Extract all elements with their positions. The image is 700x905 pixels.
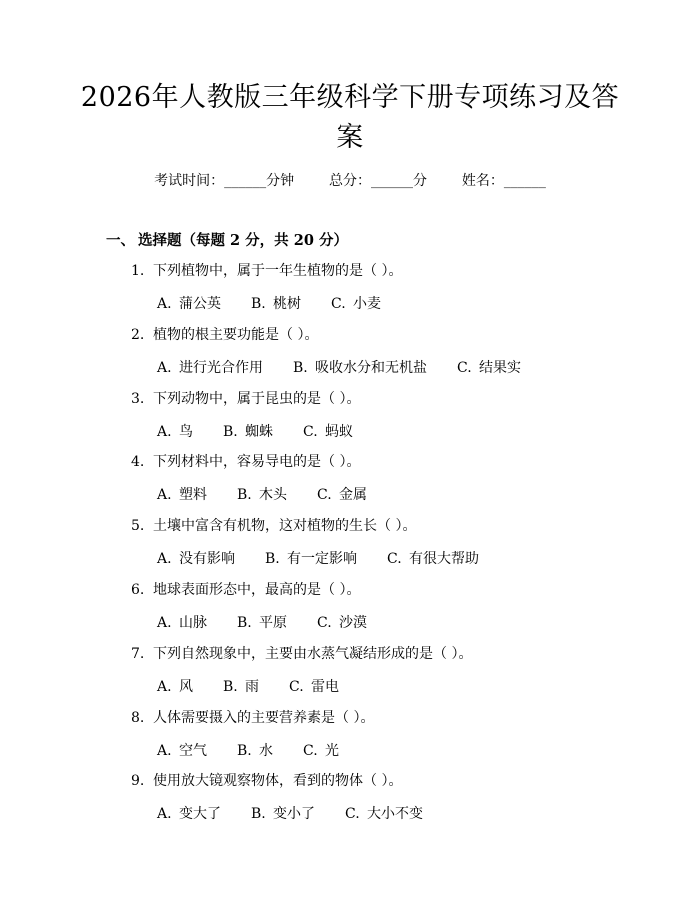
option-letter: C. <box>317 487 332 503</box>
option-letter: A. <box>157 551 172 567</box>
option-letter: B. <box>237 487 252 503</box>
option-text: 平原 <box>259 615 287 631</box>
document-title: 2026年人教版三年级科学下册专项练习及答案 <box>80 82 620 153</box>
question-text: 人体需要摄入的主要营养素是（ ）。 <box>153 710 375 726</box>
option-letter: B. <box>293 360 308 376</box>
option-letter: A. <box>157 296 172 312</box>
option-letter: C. <box>345 806 360 822</box>
question <box>131 324 318 344</box>
option <box>289 676 339 696</box>
option <box>223 421 273 441</box>
option-text: 桃树 <box>273 296 301 312</box>
option <box>157 803 221 823</box>
option-text: 有很大帮助 <box>409 551 479 567</box>
option-letter: A. <box>157 806 172 822</box>
question-number: 7. <box>131 646 145 662</box>
question-number: 6. <box>131 582 145 598</box>
question-number: 8. <box>131 710 145 726</box>
option-letter: C. <box>387 551 402 567</box>
option-letter: A. <box>157 743 172 759</box>
option-text: 变小了 <box>273 806 315 822</box>
option-text: 进行光合作用 <box>179 360 263 376</box>
question-options <box>157 484 367 504</box>
option <box>237 612 287 632</box>
option-text: 木头 <box>259 487 287 503</box>
question-options <box>157 612 367 632</box>
question-number: 5. <box>131 518 145 534</box>
exam-info <box>0 170 700 190</box>
option <box>317 612 367 632</box>
option <box>237 484 287 504</box>
question-number: 2. <box>131 327 145 343</box>
option-text: 结果实 <box>479 360 521 376</box>
question <box>131 260 402 280</box>
question-text: 使用放大镜观察物体，看到的物体（ ）。 <box>153 773 403 789</box>
section-heading <box>106 229 348 250</box>
option-text: 变大了 <box>179 806 221 822</box>
section-number: 一、 <box>106 232 135 249</box>
question-options <box>157 293 381 313</box>
exam-total-score: 总分：______分 <box>329 173 427 189</box>
question <box>131 388 360 408</box>
option-letter: A. <box>157 424 172 440</box>
option-text: 雨 <box>245 679 259 695</box>
option <box>293 357 427 377</box>
option-text: 有一定影响 <box>287 551 357 567</box>
option-letter: C. <box>317 615 332 631</box>
option <box>237 740 273 760</box>
question-text: 下列植物中，属于一年生植物的是（ ）。 <box>153 263 403 279</box>
option-letter: B. <box>251 806 266 822</box>
question-options <box>157 803 423 823</box>
option <box>157 612 207 632</box>
question <box>131 707 374 727</box>
option-text: 水 <box>259 743 273 759</box>
question-text: 下列材料中，容易导电的是（ ）。 <box>153 454 361 470</box>
section-label: 选择题（每题 2 分，共 20 分） <box>138 232 348 249</box>
option-text: 蒲公英 <box>179 296 221 312</box>
option <box>157 740 207 760</box>
question <box>131 451 360 471</box>
question-text: 植物的根主要功能是（ ）。 <box>153 327 319 343</box>
option-text: 吸收水分和无机盐 <box>315 360 427 376</box>
question <box>131 643 472 663</box>
option-text: 没有影响 <box>179 551 235 567</box>
option-letter: A. <box>157 360 172 376</box>
option-text: 蜘蛛 <box>245 424 273 440</box>
option <box>223 676 259 696</box>
option <box>457 357 521 377</box>
option-letter: C. <box>289 679 304 695</box>
question-text: 下列自然现象中，主要由水蒸气凝结形成的是（ ）。 <box>153 646 473 662</box>
option <box>303 740 339 760</box>
option-text: 雷电 <box>311 679 339 695</box>
option-text: 蚂蚁 <box>325 424 353 440</box>
option-letter: B. <box>223 424 238 440</box>
option-text: 山脉 <box>179 615 207 631</box>
option-text: 金属 <box>339 487 367 503</box>
option-letter: B. <box>237 743 252 759</box>
option-letter: C. <box>457 360 472 376</box>
question-number: 4. <box>131 454 145 470</box>
option <box>251 293 301 313</box>
question-number: 9. <box>131 773 145 789</box>
question-options <box>157 676 339 696</box>
option-letter: B. <box>223 679 238 695</box>
option-letter: A. <box>157 679 172 695</box>
option-letter: C. <box>303 743 318 759</box>
option-letter: B. <box>251 296 266 312</box>
option <box>157 484 207 504</box>
exam-time: 考试时间：______分钟 <box>154 173 295 189</box>
exam-student-name: 姓名：______ <box>461 173 546 189</box>
option-letter: A. <box>157 487 172 503</box>
question-text: 地球表面形态中，最高的是（ ）。 <box>153 582 361 598</box>
option-text: 大小不变 <box>367 806 423 822</box>
question-text: 土壤中富含有机物，这对植物的生长（ ）。 <box>153 518 417 534</box>
option <box>157 421 193 441</box>
option <box>345 803 423 823</box>
option-text: 空气 <box>179 743 207 759</box>
question <box>131 579 360 599</box>
question <box>131 770 402 790</box>
question <box>131 515 416 535</box>
option-letter: C. <box>331 296 346 312</box>
question-text: 下列动物中，属于昆虫的是（ ）。 <box>153 391 361 407</box>
question-number: 3. <box>131 391 145 407</box>
option-text: 光 <box>325 743 339 759</box>
question-number: 1. <box>131 263 145 279</box>
option <box>251 803 315 823</box>
option <box>331 293 381 313</box>
question-options <box>157 548 479 568</box>
option <box>317 484 367 504</box>
option-letter: B. <box>237 615 252 631</box>
option-text: 塑料 <box>179 487 207 503</box>
option-text: 小麦 <box>353 296 381 312</box>
option-text: 鸟 <box>179 424 193 440</box>
question-options <box>157 740 339 760</box>
question-options <box>157 357 521 377</box>
option <box>303 421 353 441</box>
option <box>157 548 235 568</box>
option <box>265 548 357 568</box>
option-text: 沙漠 <box>339 615 367 631</box>
option <box>157 676 193 696</box>
option <box>157 357 263 377</box>
option-letter: A. <box>157 615 172 631</box>
option <box>387 548 479 568</box>
option <box>157 293 221 313</box>
option-text: 风 <box>179 679 193 695</box>
option-letter: C. <box>303 424 318 440</box>
option-letter: B. <box>265 551 280 567</box>
question-options <box>157 421 353 441</box>
